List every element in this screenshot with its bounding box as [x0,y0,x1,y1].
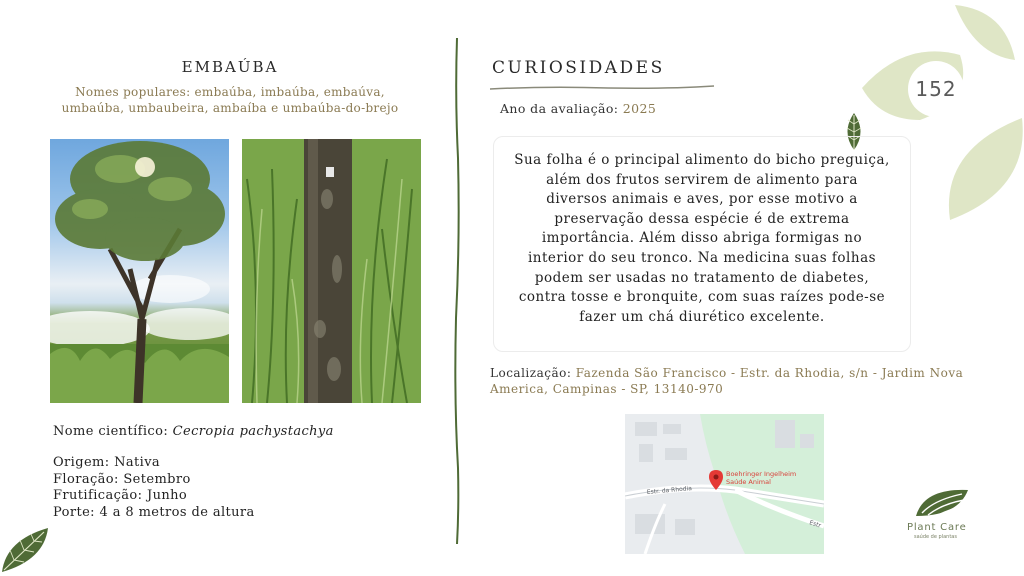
popular-names-line2: umbaúba, umbaubeira, ambaíba e umbaúba-do-brejo [61,101,399,115]
map-place-label-2: Saúde Animal [726,478,771,486]
flowering-text: Floração: Setembro [53,471,191,487]
map-road-label: Estr. da Rhodia [646,485,693,496]
column-divider [452,38,462,548]
leaf-icon [0,526,52,576]
eval-year-value: 2025 [622,101,657,116]
species-title: EMBAÚBA [181,58,279,76]
popular-names [40,84,420,116]
map-road-label-2: Estr [808,519,822,530]
tree-photo [50,139,229,403]
location-map[interactable] [625,414,824,554]
size-text: Porte: 4 a 8 metros de altura [53,504,255,520]
location [490,366,990,397]
popular-names-line1: Nomes populares: embaúba, imbaúba, embaúva, [75,85,385,99]
logo-name: Plant Care [907,522,967,533]
eval-year-label: Ano da avaliação: [500,101,623,116]
map-place-label-1: Boehringer Ingelheim [726,470,797,478]
species-details [53,455,255,521]
plant-care-logo [900,486,1000,552]
fruiting-text: Frutificação: Junho [53,488,188,503]
curiosities-title: CURIOSIDADES [492,58,665,78]
location-label: Localização: [490,366,576,380]
scientific-name-label: Nome científico: [53,424,173,439]
page-number: 152 [915,77,957,101]
decorative-leaves [860,0,1024,229]
scientific-name [53,424,334,439]
evaluation-year [500,101,656,116]
location-value: Fazenda São Francisco - Estr. da Rhodia, s/n - Jardim Nova America, Campinas - SP, 13140-970 [490,366,964,396]
curiosity-box [493,136,911,352]
trunk-photo [242,139,421,403]
scientific-name-value: Cecropia pachystachya [172,424,334,439]
curiosity-description: Sua folha é o principal alimento do bicho preguiça, além dos frutos servirem de alimento para diversos animais e aves, por esse motivo a preservação dessa espécie é de extrema importância. Além disso abriga formigas no interior do seu tronco. Na medicina suas folhas podem ser usadas no tratamento de diabetes, contra tosse e bronquite, com suas raízes pode-se fazer um chá diurético excelente. [514,152,890,325]
origin-text: Origem: Nativa [53,455,161,470]
title-underline [488,78,716,97]
logo-tagline: saúde de plantas [914,534,957,540]
plant-care-logo-icon [914,486,970,524]
